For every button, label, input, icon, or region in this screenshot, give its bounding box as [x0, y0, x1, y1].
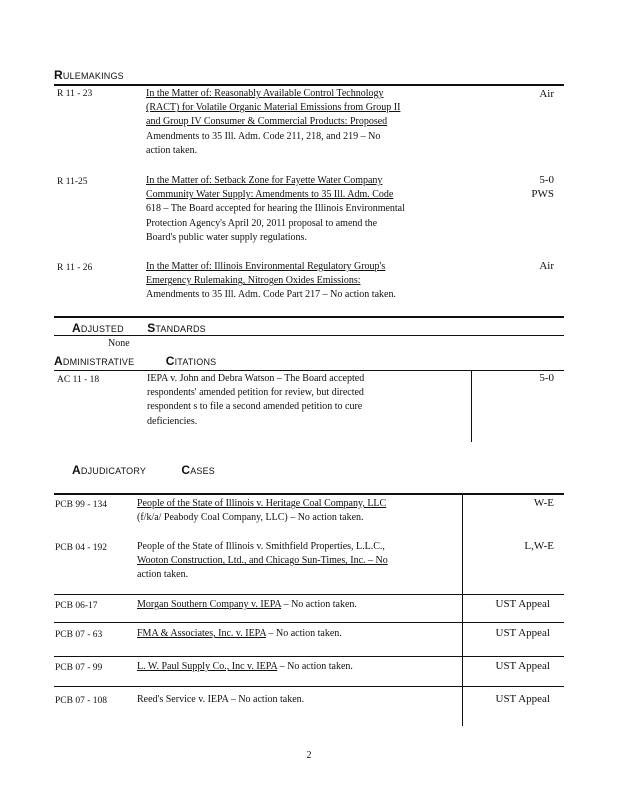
vote-line: 5-0 — [539, 174, 554, 186]
divider — [54, 686, 564, 687]
case-title-line[interactable]: People of the State of Illinois v. Heritage Coal Company, LLC — [137, 498, 387, 509]
case-note: – No action taken. — [277, 661, 353, 672]
docket-number: AC 11 - 18 — [57, 375, 100, 385]
case-description — [137, 540, 388, 583]
case-title-line[interactable]: In the Matter of: Illinois Environmental Regulatory Group's — [146, 261, 386, 272]
divider — [54, 594, 564, 595]
vote: UST Appeal — [495, 598, 550, 610]
case-title-line[interactable]: In the Matter of: Reasonably Available Control Technology — [146, 88, 384, 99]
case-description — [137, 598, 357, 612]
case-title-line[interactable]: Emergency Rulemaking, Nitrogen Oxides Emissions: — [146, 275, 361, 287]
divider — [54, 656, 564, 657]
vote: UST Appeal — [495, 660, 550, 672]
case-description — [147, 372, 364, 429]
divider — [54, 316, 564, 318]
docket-number: PCB 07 - 99 — [55, 663, 103, 673]
divider — [54, 84, 564, 86]
case-text-line: (f/k/a/ Peabody Coal Company, LLC) – No action taken. — [137, 512, 364, 524]
case-text-line: respondent s to file a second amended petition to cure — [147, 401, 363, 413]
case-title[interactable]: Morgan Southern Company v. IEPA — [137, 599, 282, 610]
case-description — [137, 660, 353, 674]
vote: Air — [539, 88, 554, 100]
heading-rest: TANDARDS — [155, 324, 206, 334]
column-divider — [462, 495, 463, 595]
vote: UST Appeal — [495, 693, 550, 705]
case-title-line[interactable]: and Group IV Consumer & Commercial Products: Proposed — [146, 116, 388, 128]
section-heading-administrative-citations — [54, 354, 216, 368]
docket-number: R 11 - 26 — [57, 263, 93, 273]
vote: W-E — [533, 497, 554, 509]
case-title-line[interactable]: (RACT) for Volatile Organic Material Emissions from Group II — [146, 102, 401, 114]
page-number: 2 — [306, 750, 312, 761]
case-text-line: 618 – The Board accepted for hearing the Illinois Environmental — [146, 203, 405, 215]
heading-initial: R — [54, 68, 63, 82]
case-text-line: respondents' amended petition for review, but directed — [147, 387, 364, 399]
case-text-line: IEPA v. John and Debra Watson – The Board accepted — [147, 373, 365, 384]
vote: 5-0 — [539, 372, 554, 384]
docket-number: PCB 07 - 108 — [55, 696, 107, 706]
case-text-line: Protection Agency's April 20, 2011 proposal to amend the — [146, 217, 378, 229]
vote: L,W-E — [524, 540, 554, 552]
heading-rest: DJUSTED — [80, 324, 124, 334]
column-divider — [471, 370, 472, 442]
none-entry: None — [108, 338, 130, 349]
case-text-line: Amendments to 35 Ill. Adm. Code 211, 218, and 219 – No — [146, 130, 381, 142]
heading-rest: DJUDICATORY — [80, 466, 146, 476]
docket-number: PCB 04 - 192 — [55, 543, 107, 553]
docket-number: R 11 - 23 — [57, 89, 93, 99]
case-title-line[interactable]: Wooton Construction, Ltd., and Chicago Sun-Times, Inc. – No — [137, 555, 388, 567]
section-heading-adjudicatory-cases — [72, 463, 215, 477]
docket-number: PCB 07 - 63 — [55, 630, 103, 640]
vote: UST Appeal — [495, 627, 550, 639]
section-heading-rulemakings — [54, 68, 124, 82]
column-divider — [462, 656, 463, 686]
heading-rest: ASES — [190, 466, 216, 476]
divider — [54, 370, 564, 371]
case-title[interactable]: L. W. Paul Supply Co., Inc v. IEPA — [137, 661, 278, 672]
heading-rest: ITATIONS — [174, 357, 217, 367]
case-title-line[interactable]: Community Water Supply: Amendments to 35 Ill. Adm. Code — [146, 189, 394, 201]
divider — [54, 335, 564, 336]
section-heading-adjusted-standards — [72, 321, 206, 335]
heading-initial: A — [72, 321, 81, 335]
case-description — [137, 497, 386, 525]
column-divider — [462, 686, 463, 726]
vote: Air — [539, 260, 554, 272]
heading-initial: C — [165, 354, 175, 368]
heading-initial: A — [72, 463, 81, 477]
heading-rest: DMINISTRATIVE — [62, 357, 135, 367]
case-description — [137, 693, 304, 707]
case-text-line: deficiencies. — [147, 415, 198, 427]
case-text-line: action taken. — [146, 144, 198, 156]
case-description — [146, 260, 396, 303]
case-note: – No action taken. — [281, 599, 357, 610]
divider — [54, 493, 564, 495]
case-text-line: Amendments to 35 Ill. Adm. Code Part 217 – No action taken. — [146, 289, 396, 301]
heading-initial: C — [181, 463, 191, 477]
case-description — [137, 627, 342, 641]
heading-initial: S — [147, 321, 156, 335]
column-divider — [462, 594, 463, 622]
case-title: Reed's Service v. IEPA – No action taken. — [137, 694, 305, 705]
docket-number: PCB 99 - 134 — [55, 500, 107, 510]
case-description — [146, 174, 405, 245]
docket-number: R 11-25 — [57, 177, 88, 187]
case-text-line: action taken. — [137, 569, 189, 581]
case-text-line: People of the State of Illinois v. Smithfield Properties, L.L.C., — [137, 541, 385, 552]
heading-rest: ULEMAKINGS — [62, 71, 124, 81]
case-text-line: Board's public water supply regulations. — [146, 231, 307, 243]
case-note: – No action taken. — [266, 628, 342, 639]
heading-initial: A — [54, 354, 63, 368]
divider — [54, 622, 564, 623]
column-divider — [462, 622, 463, 656]
vote-line: PWS — [531, 188, 554, 200]
docket-number: PCB 06-17 — [55, 601, 98, 611]
case-title-line[interactable]: In the Matter of: Setback Zone for Fayette Water Company — [146, 175, 383, 186]
case-description — [146, 87, 400, 158]
case-title[interactable]: FMA & Associates, Inc. v. IEPA — [137, 628, 266, 639]
